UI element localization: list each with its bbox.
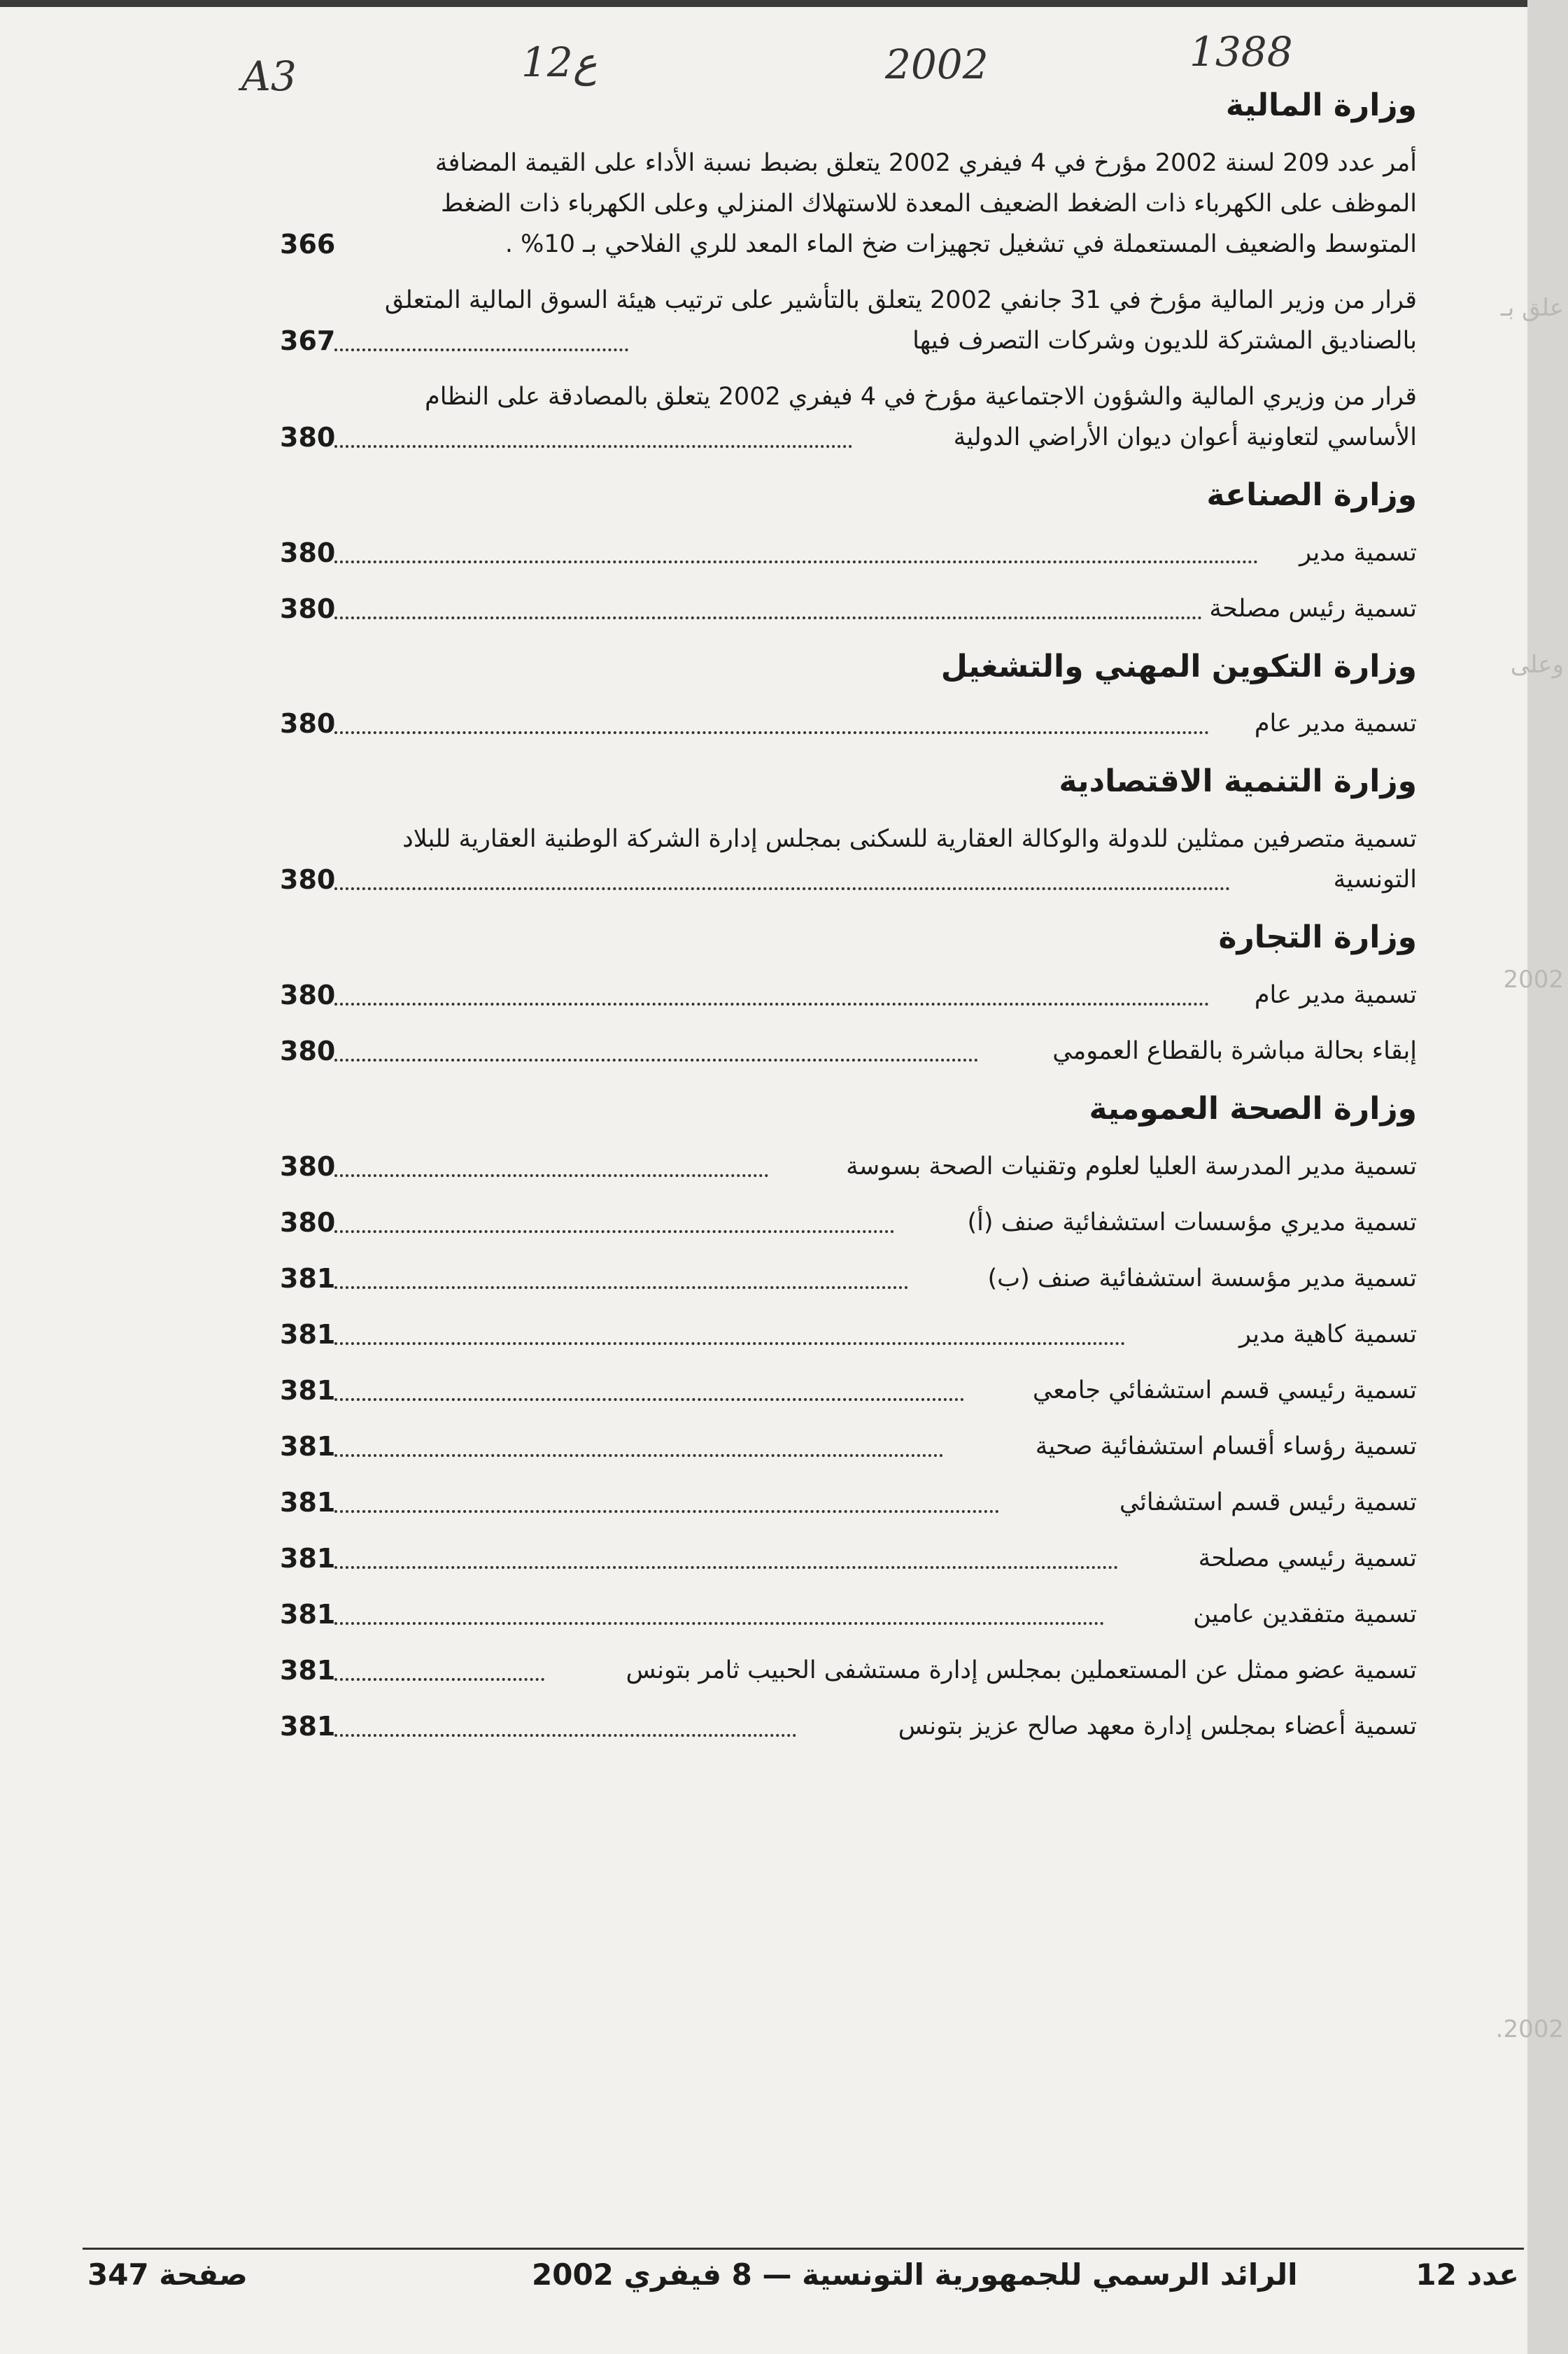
ministry-title: وزارة التجارة (1218, 919, 1417, 956)
ministry-section (280, 649, 1417, 745)
dot-leader (334, 1003, 1209, 1006)
toc-entry (280, 588, 1417, 629)
toc-entry (280, 1706, 1417, 1747)
dot-leader (334, 1622, 1104, 1625)
entry-text: تسمية مدير عام (1254, 710, 1417, 738)
dot-leader (334, 1678, 544, 1681)
toc-entry (280, 1370, 1417, 1411)
entry-text: أمر عدد 209 لسنة 2002 مؤرخ في 4 فيفري 2002 يتعلق بضبط نسبة الأداء على القيمة المضافة الموظف على الكهرباء ذات الضغط الضعيف المعدة للاستهلاك المنزلي وعلى الكهرباء ذات الضغط المتوسط والضعيف المستعملة في تشغيل تجهيزات ضخ الماء المعد للري الفلاحي بـ 10% . (435, 148, 1417, 258)
page-number: 380 (280, 593, 336, 624)
toc-entry (280, 1426, 1417, 1467)
dot-leader (334, 445, 852, 448)
dot-leader (334, 887, 1230, 890)
toc-entry (280, 819, 1417, 900)
page-number: 380 (280, 708, 336, 740)
dot-leader (334, 1230, 894, 1233)
ministry-section (280, 87, 1417, 458)
toc-entry (280, 533, 1417, 573)
toc-entry (280, 1538, 1417, 1579)
page-number: 381 (280, 1542, 336, 1574)
ministry-section (280, 477, 1417, 629)
toc-entry (280, 1314, 1417, 1355)
page-number: 380 (280, 1150, 336, 1182)
toc-entry (280, 1258, 1417, 1299)
entry-text: تسمية رئيسي مصلحة (1198, 1544, 1417, 1572)
entry-text: تسمية أعضاء بمجلس إدارة معهد صالح عزيز بتونس (898, 1712, 1417, 1740)
page-number: 381 (280, 1486, 336, 1518)
footer-rule (83, 2248, 1524, 2250)
page-number: 381 (280, 1654, 336, 1686)
entry-text: تسمية كاهية مدير (1238, 1320, 1417, 1348)
dot-leader (334, 1566, 1118, 1569)
page-number: 380 (280, 537, 336, 568)
dot-leader (334, 1734, 796, 1737)
scan-right-edge (1527, 0, 1568, 2354)
dot-leader (334, 1510, 999, 1513)
ministry-title: وزارة المالية (1225, 87, 1417, 123)
page-number: 380 (280, 864, 336, 896)
bleed-through: وعلى (1510, 651, 1564, 679)
toc-entry (280, 280, 1417, 361)
dot-leader (334, 1059, 978, 1062)
toc-entry (280, 143, 1417, 265)
handwritten-note: 1388 (1189, 28, 1293, 76)
footer-issue: عدد 12 (1415, 2257, 1519, 2292)
toc-entry (280, 975, 1417, 1015)
toc-entry (280, 1031, 1417, 1071)
entry-text: قرار من وزير المالية مؤرخ في 31 جانفي 2002 يتعلق بالتأشير على ترتيب هيئة السوق المالية المتعلق بالصناديق المشتركة للديون وشركات التصرف فيها (384, 286, 1417, 355)
entry-text: تسمية مدير المدرسة العليا لعلوم وتقنيات الصحة بسوسة (846, 1152, 1417, 1180)
entry-text: تسمية رؤساء أقسام استشفائية صحية (1035, 1432, 1417, 1460)
toc-entry (280, 1482, 1417, 1523)
dot-leader (334, 1342, 1125, 1345)
entry-text: تسمية متفقدين عامين (1193, 1600, 1417, 1628)
footer-journal-title: الرائد الرسمي للجمهورية التونسية — 8 فيفري 2002 (532, 2257, 1298, 2292)
entry-text: تسمية رئيس مصلحة (1209, 594, 1417, 623)
ministry-section (280, 763, 1417, 900)
page-number: 380 (280, 1035, 336, 1066)
page-number: 380 (280, 1206, 336, 1238)
ministry-title: وزارة الصحة العمومية (1089, 1090, 1417, 1127)
dot-leader (334, 1454, 943, 1457)
bleed-through: 2002. (1495, 2015, 1564, 2043)
entry-text: تسمية مديري مؤسسات استشفائية صنف (أ) (967, 1208, 1417, 1236)
ministry-section (280, 1091, 1417, 1747)
page-number: 381 (280, 1262, 336, 1294)
dot-leader (334, 348, 628, 351)
page-number: 381 (280, 1374, 336, 1406)
page-number: 381 (280, 1430, 336, 1462)
page-number: 380 (280, 421, 336, 453)
toc-entry (280, 1594, 1417, 1635)
toc-entry (280, 1146, 1417, 1187)
toc-entry (280, 1202, 1417, 1243)
ministry-title: وزارة الصناعة (1206, 477, 1417, 513)
dot-leader (334, 1398, 964, 1401)
page-number: 367 (280, 325, 336, 356)
entry-text: تسمية مدير مؤسسة استشفائية صنف (ب) (987, 1264, 1417, 1292)
entry-text: تسمية رئيسي قسم استشفائي جامعي (1032, 1376, 1417, 1404)
dot-leader (334, 731, 1209, 734)
toc-entry (280, 1650, 1417, 1691)
dot-leader (334, 1174, 768, 1177)
page-number: 381 (280, 1318, 336, 1350)
entry-text: تسمية متصرفين ممثلين للدولة والوكالة العقارية للسكنى بمجلس إدارة الشركة الوطنية العقارية للبلاد التونسية (402, 825, 1417, 894)
dot-leader (334, 561, 1258, 563)
entry-text: تسمية مدير عام (1254, 980, 1417, 1009)
entry-text: إبقاء بحالة مباشرة بالقطاع العمومي (1052, 1036, 1417, 1065)
handwritten-note: 2002 (885, 41, 989, 88)
handwritten-note: 12ع (521, 38, 598, 86)
bleed-through: علق بـ (1500, 294, 1564, 322)
page-number: 381 (280, 1710, 336, 1742)
handwritten-note: A3 (241, 52, 297, 100)
entry-text: تسمية رئيس قسم استشفائي (1119, 1488, 1417, 1516)
entry-text: قرار من وزيري المالية والشؤون الاجتماعية مؤرخ في 4 فيفري 2002 يتعلق بالمصادقة على النظام الأساسي لتعاونية أعوان ديوان الأراضي الدولية (425, 382, 1417, 451)
dot-leader (334, 1286, 908, 1289)
ministry-title: وزارة التكوين المهني والتشغيل (940, 648, 1417, 684)
table-of-contents (280, 87, 1417, 1766)
ministry-title: وزارة التنمية الاقتصادية (1059, 763, 1417, 800)
page-number: 366 (280, 228, 336, 260)
scan-top-edge (0, 0, 1568, 7)
dot-leader (334, 616, 1202, 619)
page-number: 380 (280, 979, 336, 1010)
bleed-through: 2002 (1503, 966, 1564, 994)
entry-text: تسمية مدير (1299, 538, 1417, 567)
ministry-section (280, 919, 1417, 1071)
page-number: 381 (280, 1598, 336, 1630)
toc-entry (280, 703, 1417, 744)
entry-text: تسمية عضو ممثل عن المستعملين بمجلس إدارة مستشفى الحبيب ثامر بتونس (626, 1656, 1417, 1684)
toc-entry (280, 376, 1417, 458)
footer-page: صفحة 347 (87, 2257, 248, 2292)
